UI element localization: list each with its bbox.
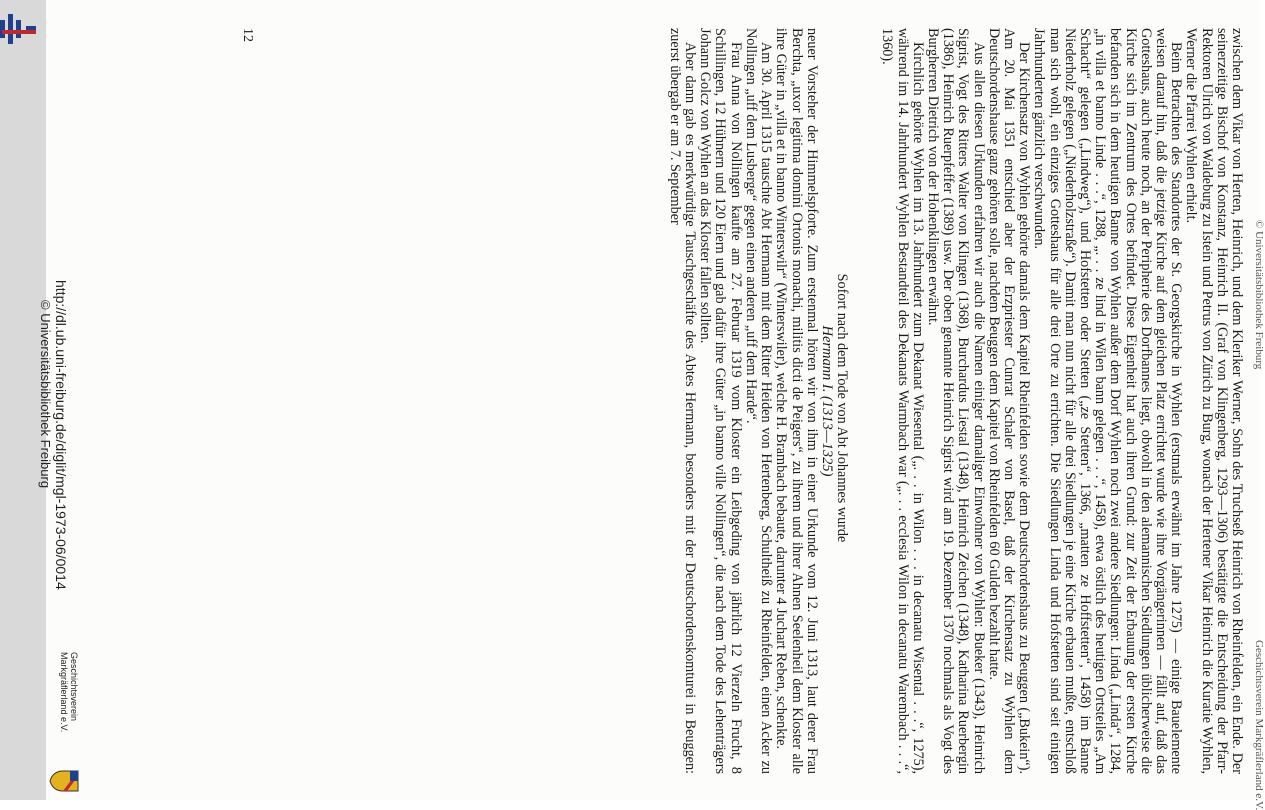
permalink-url[interactable]: http://dl.ub.uni-freiburg.de/diglit/mgl-1973-06/0014: [53, 280, 69, 590]
paragraph: Der Kirchensatz von Wyhlen gehörte damals dem Kapitel Rheinfelden sowie dem Deutschordenshaus zu Beuggen („Bukein“). Am 20. Mai 1351 entschied aber der Erzpriester Cunrat Schaler von Basel, daß der Kirchensatz zu Wyhlen dem Deutschordenshause ganz gehören solle, nachdem Beuggen dem Kapitel von Rheinfelden 60 Gulden bezahlt hatte.: [985, 28, 1033, 774]
paragraph: neuer Vorsteher der Himmelspforte. Zum erstenmal hören wir von ihm in einer Urkunde vom 12. Juni 1313, laut derer Frau Berchta, „uxor legitima domini Ortonis monachi, militis dicti de Peigers“, zu ihrem und ihrer Ahnen Seelenheil dem Kloster alle ihre Güter in „villa et in banno Winterswilr“ (Winterswiler), welche H. Brambach bebaute, darunter 4 Juchart Reben, schenkte.: [773, 28, 820, 774]
copyright-notice: © Universitätsbibliothek Freiburg: [38, 300, 53, 489]
document-page: [38, 0, 1265, 810]
publisher-badge: [46, 652, 79, 800]
transition-line: Sofort nach dem Tode von Abt Johannes wurde: [834, 273, 851, 543]
university-library-logo-icon: [0, 14, 38, 54]
page-number: 12: [240, 28, 255, 42]
paragraph: zwischen dem Vikar von Herten, Heinrich, und dem Kleriker Werner, Sohn des Truchseß Heinrich von Rheinfelden, ein Ende. Der seinerzeitige Bischof von Konstanz, Heinrich II. (Graf von Klingenberg, 1293—1306) bestätigte die Entscheidung der Pfarr-Rektoren Ulrich von Waldeburg zu Istein und Petrus von Zürich zu Burg, wonach der Hertener Vikar Heinrich die Kuratie Wyhlen, Werner die Pfarrei Wyhlen erhielt.: [1183, 28, 1245, 774]
cut-off-copyright: © Universitätsbibliothek Freiburg: [1253, 220, 1265, 370]
paragraph: Aber dann gab es merkwürdige Tauschgeschäfte des Abtes Hermann, besonders mit der Deutschordenskomturei in Beuggen: zuerst übergab er am 7. September: [666, 28, 699, 774]
paragraph: Kirchlich gehörte Wyhlen im 13. Jahrhundert zum Dekanat Wiesental („. . . in Wilon . . . in decanatu Wisental . . .“, 1275), während im 14. Jahrhundert Wyhlen Bestandteil des Dekanats Warmbach war („. . . ecclesia Wilon in decanatu Warembach . . .“, 1360).: [879, 28, 926, 774]
cut-off-header: [1253, 0, 1265, 810]
cut-off-publisher: Geschichtsverein Markgräflerland e.V.: [1253, 640, 1265, 810]
paragraph: Frau Anna von Nollingen kaufte am 27. Februar 1319 vom Kloster ein Leibgeding von jährlich 12 Vierzeln Frucht, 8 Schillingen, 12 Hühnern und 120 Eiern und gab dafür ihre Güter „in banno ville Nollingen“, die nach dem Tode des Lehenträgers Johann Golcz von Wyhlen an das Kloster fallen sollten.: [697, 28, 744, 774]
rotated-page: [38, 0, 1265, 810]
paragraph: Am 30. April 1315 tauschte Abt Hermann mit dem Ritter Heiden von Hertenberg, Schultheiß zu Rheinfelden, einen Acker zu Nollingen „uff dem Lusberge“ gegen einen anderen „uff dem Harde“.: [742, 28, 775, 774]
publisher-name: Geschichtsverein Markgräflerland e.V.: [59, 652, 79, 733]
paragraph: Beim Betrachten des Standortes der St. Georgskirche in Wyhlen (erstmals erwähnt im Jahre 1275) — einige Bauelemente weisen darauf hin, daß die jetzige Kirche auf dem gleichen Platz errichtet wurde wie ihre Vorgängerinnen — fällt auf, daß das Gotteshaus, auch heute noch, an der Peripherie des Dorfbannes liegt, obwohl in den alemannischen Siedlungen üblicherweise die Kirche sich im Zentrum des Ortes befindet. Diese Eigenheit hat auch ihren Grund: zur Zeit der Erbauung der ersten Kirche befanden sich in dem heutigen Banne von Wyhlen außer dem Dorf Wyhlen noch zwei andere Siedlungen: Linda („Linda“, 1284, „in villa et banno Linde . . .“, 1288, „. . . ze lind in Wilen bann gelegen . . .“, 1458), etwa östlich des heutigen Ortsteiles „Am Schacht“ gelegen („Lindweg“), und Hofstetten oder Stetten („ze Stetten“, 1366, „matten ze Hoffstetten“, 1458) im Banne Niederholz gelegen („Niederholzstraße“). Damit man nun nicht für alle drei Siedlungen je eine Kirche erbauen mußte, entschloß man sich wohl, ein einziges Gotteshaus für alle drei Orte zu errichten. Die Siedlungen Linda und Hofstetten sind seit einigen Jahrhunderten gänzlich verschwunden.: [1031, 28, 1185, 774]
paragraph: Aus allen diesen Urkunden erfahren wir auch die Namen einiger damaliger Einwohner von Wyhlen: Bueker (1343), Heinrich Sigrist, Vogt des Ritters Walter von Klingen (1368), Burchardus Liestal (1348), Heinrich Zeichen (1348), Katharina Ruerbergin (1386), Heinrich Ruerpfeffer (1389) usw. Der oben genannte Heinrich Sigrist wird am 19. Dezember 1370 nochmals als Vogt des Burgherren Dietrich von der Hohenklingen erwähnt.: [924, 28, 987, 774]
body-text: [667, 28, 1244, 774]
section-heading: Hermann I. (1313—1325): [818, 325, 835, 477]
coat-of-arms-icon: [49, 770, 79, 792]
